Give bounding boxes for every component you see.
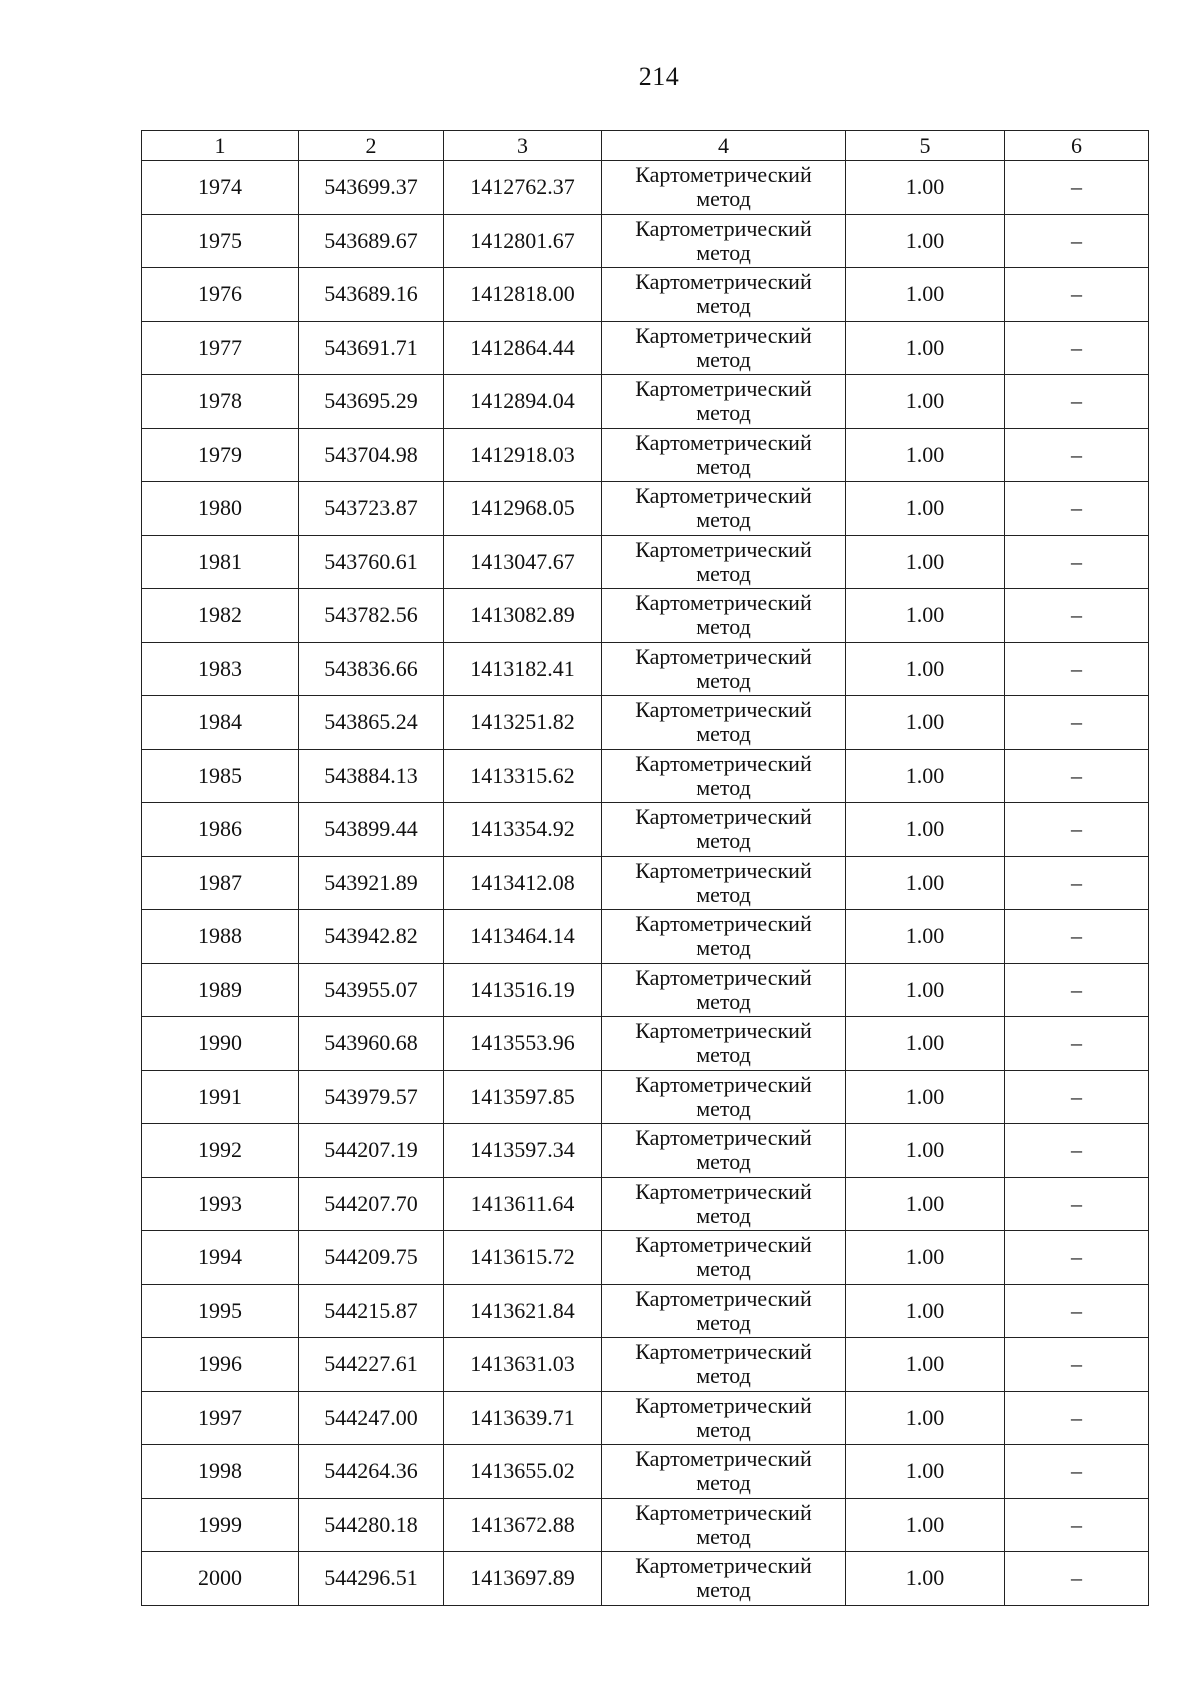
table-row	[142, 161, 1149, 215]
method-line-1: Картометрический	[635, 590, 812, 616]
accuracy-cell: 1.00	[846, 1284, 1005, 1338]
table-body	[142, 161, 1149, 1606]
table-row	[142, 1552, 1149, 1606]
method-line-2: метод	[696, 507, 751, 533]
header-col-6: 6	[1005, 131, 1149, 161]
x-coordinate-cell: 543836.66	[299, 642, 444, 696]
method-line-2: метод	[696, 1095, 751, 1121]
point-number-cell: 1985	[142, 749, 299, 803]
point-number-cell: 1976	[142, 268, 299, 322]
point-number-cell: 1989	[142, 963, 299, 1017]
y-coordinate-cell: 1413597.34	[444, 1124, 602, 1178]
table-row	[142, 1391, 1149, 1445]
accuracy-cell: 1.00	[846, 1231, 1005, 1285]
method-cell	[602, 1552, 846, 1606]
y-coordinate-cell: 1412801.67	[444, 214, 602, 268]
x-coordinate-cell: 544280.18	[299, 1498, 444, 1552]
method-line-1: Картометрический	[635, 1553, 812, 1579]
table-row	[142, 1177, 1149, 1231]
y-coordinate-cell: 1413631.03	[444, 1338, 602, 1392]
method-cell	[602, 1284, 846, 1338]
method-line-2: метод	[696, 239, 751, 265]
point-number-cell: 1984	[142, 696, 299, 750]
method-line-1: Картометрический	[635, 964, 812, 990]
x-coordinate-cell: 543955.07	[299, 963, 444, 1017]
method-line-2: метод	[696, 1202, 751, 1228]
header-col-1: 1	[142, 131, 299, 161]
header-col-3: 3	[444, 131, 602, 161]
note-cell: –	[1005, 375, 1149, 429]
method-line-2: метод	[696, 1363, 751, 1389]
accuracy-cell: 1.00	[846, 1177, 1005, 1231]
y-coordinate-cell: 1412864.44	[444, 321, 602, 375]
accuracy-cell: 1.00	[846, 375, 1005, 429]
header-col-5: 5	[846, 131, 1005, 161]
accuracy-cell: 1.00	[846, 642, 1005, 696]
method-line-1: Картометрический	[635, 697, 812, 723]
table-row	[142, 642, 1149, 696]
table-header	[142, 131, 1149, 161]
method-line-2: метод	[696, 1149, 751, 1175]
note-cell: –	[1005, 749, 1149, 803]
method-line-1: Картометрический	[635, 215, 812, 241]
note-cell: –	[1005, 696, 1149, 750]
method-line-2: метод	[696, 1470, 751, 1496]
method-line-2: метод	[696, 1416, 751, 1442]
method-line-1: Картометрический	[635, 1392, 812, 1418]
note-cell: –	[1005, 1338, 1149, 1392]
table-row	[142, 1445, 1149, 1499]
note-cell: –	[1005, 1445, 1149, 1499]
note-cell: –	[1005, 482, 1149, 536]
x-coordinate-cell: 544207.70	[299, 1177, 444, 1231]
method-line-1: Картометрический	[635, 429, 812, 455]
table-row	[142, 1124, 1149, 1178]
table-row	[142, 1231, 1149, 1285]
point-number-cell: 1979	[142, 428, 299, 482]
note-cell: –	[1005, 1552, 1149, 1606]
point-number-cell: 1981	[142, 535, 299, 589]
method-line-1: Картометрический	[635, 804, 812, 830]
method-line-2: метод	[696, 560, 751, 586]
note-cell: –	[1005, 910, 1149, 964]
method-line-1: Картометрический	[635, 857, 812, 883]
y-coordinate-cell: 1413464.14	[444, 910, 602, 964]
note-cell: –	[1005, 1017, 1149, 1071]
header-col-4: 4	[602, 131, 846, 161]
method-line-1: Картометрический	[635, 483, 812, 509]
note-cell: –	[1005, 803, 1149, 857]
point-number-cell: 1992	[142, 1124, 299, 1178]
method-line-2: метод	[696, 453, 751, 479]
accuracy-cell: 1.00	[846, 910, 1005, 964]
x-coordinate-cell: 544209.75	[299, 1231, 444, 1285]
method-line-1: Картометрический	[635, 643, 812, 669]
method-line-1: Картометрический	[635, 1018, 812, 1044]
note-cell: –	[1005, 1498, 1149, 1552]
y-coordinate-cell: 1413354.92	[444, 803, 602, 857]
accuracy-cell: 1.00	[846, 1124, 1005, 1178]
table-row	[142, 268, 1149, 322]
table-row	[142, 375, 1149, 429]
table-row	[142, 1070, 1149, 1124]
y-coordinate-cell: 1412968.05	[444, 482, 602, 536]
accuracy-cell: 1.00	[846, 1391, 1005, 1445]
x-coordinate-cell: 543782.56	[299, 589, 444, 643]
x-coordinate-cell: 544207.19	[299, 1124, 444, 1178]
method-cell	[602, 642, 846, 696]
note-cell: –	[1005, 1124, 1149, 1178]
method-line-1: Картометрический	[635, 162, 812, 188]
table-row	[142, 589, 1149, 643]
x-coordinate-cell: 543691.71	[299, 321, 444, 375]
y-coordinate-cell: 1412762.37	[444, 161, 602, 215]
accuracy-cell: 1.00	[846, 1498, 1005, 1552]
method-cell	[602, 321, 846, 375]
point-number-cell: 1996	[142, 1338, 299, 1392]
y-coordinate-cell: 1413611.64	[444, 1177, 602, 1231]
y-coordinate-cell: 1413516.19	[444, 963, 602, 1017]
method-cell	[602, 1391, 846, 1445]
method-line-2: метод	[696, 935, 751, 961]
method-line-1: Картометрический	[635, 322, 812, 348]
method-line-2: метод	[696, 774, 751, 800]
note-cell: –	[1005, 1070, 1149, 1124]
point-number-cell: 1997	[142, 1391, 299, 1445]
point-number-cell: 1986	[142, 803, 299, 857]
method-cell	[602, 1017, 846, 1071]
table-row	[142, 1498, 1149, 1552]
accuracy-cell: 1.00	[846, 1552, 1005, 1606]
y-coordinate-cell: 1413553.96	[444, 1017, 602, 1071]
accuracy-cell: 1.00	[846, 161, 1005, 215]
method-line-2: метод	[696, 293, 751, 319]
accuracy-cell: 1.00	[846, 214, 1005, 268]
accuracy-cell: 1.00	[846, 856, 1005, 910]
note-cell: –	[1005, 268, 1149, 322]
table-row	[142, 910, 1149, 964]
method-line-2: метод	[696, 1577, 751, 1603]
method-line-2: метод	[696, 1042, 751, 1068]
y-coordinate-cell: 1412894.04	[444, 375, 602, 429]
note-cell: –	[1005, 856, 1149, 910]
point-number-cell: 1999	[142, 1498, 299, 1552]
method-cell	[602, 1498, 846, 1552]
x-coordinate-cell: 543760.61	[299, 535, 444, 589]
table-row	[142, 1284, 1149, 1338]
accuracy-cell: 1.00	[846, 803, 1005, 857]
method-line-1: Картометрический	[635, 750, 812, 776]
method-cell	[602, 482, 846, 536]
method-line-1: Картометрический	[635, 376, 812, 402]
accuracy-cell: 1.00	[846, 482, 1005, 536]
page-number: 214	[638, 62, 680, 91]
method-line-2: метод	[696, 1309, 751, 1335]
x-coordinate-cell: 543979.57	[299, 1070, 444, 1124]
x-coordinate-cell: 544227.61	[299, 1338, 444, 1392]
x-coordinate-cell: 544296.51	[299, 1552, 444, 1606]
accuracy-cell: 1.00	[846, 749, 1005, 803]
x-coordinate-cell: 544264.36	[299, 1445, 444, 1499]
accuracy-cell: 1.00	[846, 1445, 1005, 1499]
point-number-cell: 1978	[142, 375, 299, 429]
accuracy-cell: 1.00	[846, 696, 1005, 750]
x-coordinate-cell: 543689.16	[299, 268, 444, 322]
y-coordinate-cell: 1413655.02	[444, 1445, 602, 1499]
y-coordinate-cell: 1413597.85	[444, 1070, 602, 1124]
note-cell: –	[1005, 1177, 1149, 1231]
method-cell	[602, 963, 846, 1017]
point-number-cell: 1990	[142, 1017, 299, 1071]
x-coordinate-cell: 543699.37	[299, 161, 444, 215]
method-line-2: метод	[696, 667, 751, 693]
x-coordinate-cell: 544247.00	[299, 1391, 444, 1445]
method-line-1: Картометрический	[635, 1178, 812, 1204]
method-cell	[602, 1177, 846, 1231]
table-row	[142, 856, 1149, 910]
point-number-cell: 1988	[142, 910, 299, 964]
method-cell	[602, 803, 846, 857]
x-coordinate-cell: 543942.82	[299, 910, 444, 964]
accuracy-cell: 1.00	[846, 589, 1005, 643]
point-number-cell: 1995	[142, 1284, 299, 1338]
note-cell: –	[1005, 1284, 1149, 1338]
x-coordinate-cell: 543865.24	[299, 696, 444, 750]
y-coordinate-cell: 1413251.82	[444, 696, 602, 750]
note-cell: –	[1005, 214, 1149, 268]
method-cell	[602, 1445, 846, 1499]
point-number-cell: 2000	[142, 1552, 299, 1606]
point-number-cell: 1980	[142, 482, 299, 536]
method-line-2: метод	[696, 828, 751, 854]
x-coordinate-cell: 543899.44	[299, 803, 444, 857]
y-coordinate-cell: 1413621.84	[444, 1284, 602, 1338]
accuracy-cell: 1.00	[846, 1017, 1005, 1071]
method-line-2: метод	[696, 614, 751, 640]
y-coordinate-cell: 1412818.00	[444, 268, 602, 322]
note-cell: –	[1005, 1231, 1149, 1285]
method-cell	[602, 428, 846, 482]
table-row	[142, 803, 1149, 857]
method-line-1: Картометрический	[635, 1071, 812, 1097]
y-coordinate-cell: 1413672.88	[444, 1498, 602, 1552]
point-number-cell: 1974	[142, 161, 299, 215]
accuracy-cell: 1.00	[846, 321, 1005, 375]
note-cell: –	[1005, 642, 1149, 696]
method-line-2: метод	[696, 1256, 751, 1282]
method-cell	[602, 696, 846, 750]
method-cell	[602, 856, 846, 910]
method-cell	[602, 1231, 846, 1285]
method-cell	[602, 749, 846, 803]
method-cell	[602, 1338, 846, 1392]
method-line-1: Картометрический	[635, 1232, 812, 1258]
x-coordinate-cell: 544215.87	[299, 1284, 444, 1338]
method-cell	[602, 910, 846, 964]
accuracy-cell: 1.00	[846, 1070, 1005, 1124]
method-line-2: метод	[696, 721, 751, 747]
x-coordinate-cell: 543695.29	[299, 375, 444, 429]
table-row	[142, 482, 1149, 536]
accuracy-cell: 1.00	[846, 268, 1005, 322]
point-number-cell: 1977	[142, 321, 299, 375]
method-line-2: метод	[696, 400, 751, 426]
method-cell	[602, 589, 846, 643]
method-line-2: метод	[696, 186, 751, 212]
table-row	[142, 1017, 1149, 1071]
table-row	[142, 321, 1149, 375]
point-number-cell: 1998	[142, 1445, 299, 1499]
table-row	[142, 696, 1149, 750]
y-coordinate-cell: 1413082.89	[444, 589, 602, 643]
table-row	[142, 214, 1149, 268]
method-line-2: метод	[696, 881, 751, 907]
note-cell: –	[1005, 535, 1149, 589]
method-cell	[602, 535, 846, 589]
x-coordinate-cell: 543723.87	[299, 482, 444, 536]
method-line-1: Картометрический	[635, 1499, 812, 1525]
table-row	[142, 1338, 1149, 1392]
y-coordinate-cell: 1413182.41	[444, 642, 602, 696]
method-cell	[602, 268, 846, 322]
method-line-1: Картометрический	[635, 1339, 812, 1365]
accuracy-cell: 1.00	[846, 428, 1005, 482]
method-line-1: Картометрический	[635, 1125, 812, 1151]
table-row	[142, 428, 1149, 482]
x-coordinate-cell: 543689.67	[299, 214, 444, 268]
method-cell	[602, 214, 846, 268]
method-line-1: Картометрический	[635, 1285, 812, 1311]
point-number-cell: 1994	[142, 1231, 299, 1285]
y-coordinate-cell: 1413047.67	[444, 535, 602, 589]
y-coordinate-cell: 1413697.89	[444, 1552, 602, 1606]
accuracy-cell: 1.00	[846, 535, 1005, 589]
table-row	[142, 535, 1149, 589]
x-coordinate-cell: 543704.98	[299, 428, 444, 482]
y-coordinate-cell: 1413639.71	[444, 1391, 602, 1445]
table-row	[142, 963, 1149, 1017]
note-cell: –	[1005, 161, 1149, 215]
header-row	[142, 131, 1149, 161]
note-cell: –	[1005, 1391, 1149, 1445]
accuracy-cell: 1.00	[846, 963, 1005, 1017]
x-coordinate-cell: 543884.13	[299, 749, 444, 803]
method-line-2: метод	[696, 346, 751, 372]
method-cell	[602, 1124, 846, 1178]
method-cell	[602, 375, 846, 429]
y-coordinate-cell: 1412918.03	[444, 428, 602, 482]
method-line-1: Картометрический	[635, 911, 812, 937]
header-col-2: 2	[299, 131, 444, 161]
coordinates-table	[141, 130, 1149, 1606]
x-coordinate-cell: 543960.68	[299, 1017, 444, 1071]
method-line-1: Картометрический	[635, 1446, 812, 1472]
point-number-cell: 1993	[142, 1177, 299, 1231]
accuracy-cell: 1.00	[846, 1338, 1005, 1392]
method-line-1: Картометрический	[635, 269, 812, 295]
method-cell	[602, 161, 846, 215]
y-coordinate-cell: 1413412.08	[444, 856, 602, 910]
note-cell: –	[1005, 589, 1149, 643]
note-cell: –	[1005, 963, 1149, 1017]
y-coordinate-cell: 1413315.62	[444, 749, 602, 803]
point-number-cell: 1983	[142, 642, 299, 696]
note-cell: –	[1005, 428, 1149, 482]
note-cell: –	[1005, 321, 1149, 375]
point-number-cell: 1982	[142, 589, 299, 643]
point-number-cell: 1975	[142, 214, 299, 268]
method-line-2: метод	[696, 988, 751, 1014]
table-row	[142, 749, 1149, 803]
point-number-cell: 1991	[142, 1070, 299, 1124]
point-number-cell: 1987	[142, 856, 299, 910]
y-coordinate-cell: 1413615.72	[444, 1231, 602, 1285]
method-line-1: Картометрический	[635, 536, 812, 562]
method-cell	[602, 1070, 846, 1124]
x-coordinate-cell: 543921.89	[299, 856, 444, 910]
method-line-2: метод	[696, 1523, 751, 1549]
